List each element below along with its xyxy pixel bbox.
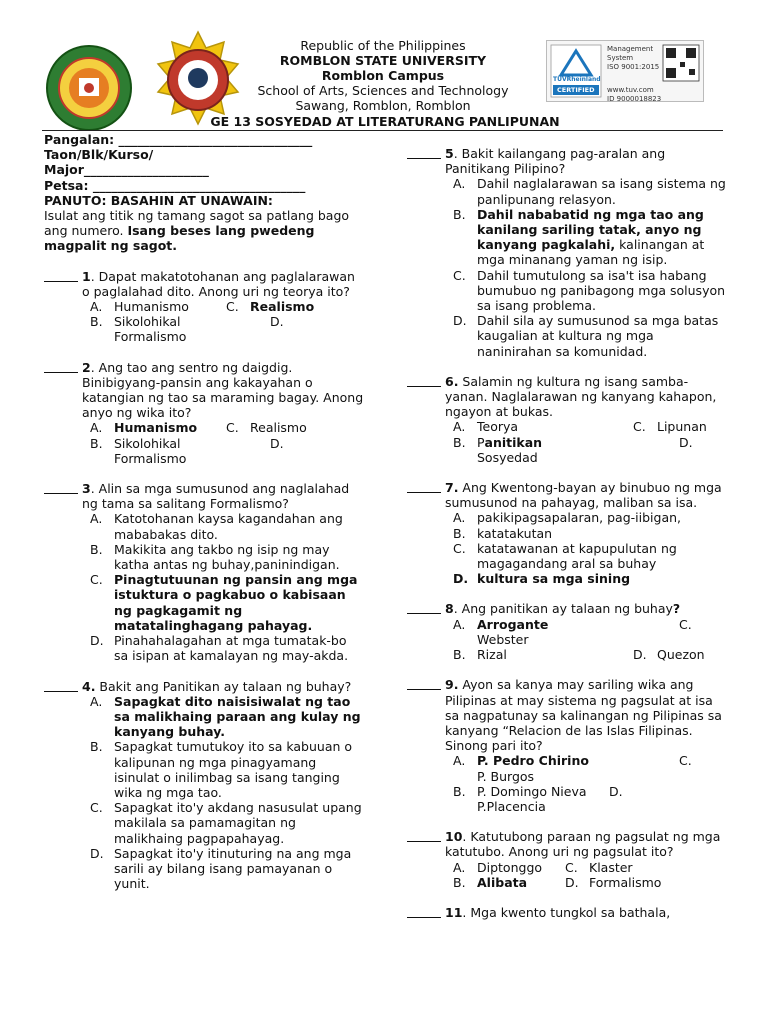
answer-blank-11[interactable]: [407, 905, 441, 918]
instructions-text: Isulat ang titik ng tamang sagot sa patlang bago ang numero. Isang beses lang pwedeng magpalit ng sagot.: [44, 208, 350, 254]
q10-option-a: Diptonggo: [477, 859, 543, 875]
header-divider: [42, 130, 723, 131]
q1-option-c: Realismo: [250, 299, 315, 315]
q5-option-b: Dahil nababatid ng mga tao ang kanilang sariling tatak, anyo ng kanyang pagkalahi, kalinangan at mga minanang yaman ng isip.: [477, 206, 705, 268]
q9-option-a: P. Pedro Chirino: [477, 753, 589, 769]
answer-blank-3[interactable]: [44, 481, 78, 494]
q6-option-a: Teorya: [477, 419, 519, 435]
q8-option-a: Arrogante: [477, 616, 549, 632]
q7-option-c: katatawanan at kapupulutan ng magagandang aral sa buhay: [477, 540, 677, 572]
q7-option-d: kultura sa mga sining: [477, 571, 631, 587]
q10-option-d: Formalismo: [589, 874, 662, 890]
q9-option-c: P. Burgos: [477, 768, 535, 784]
question-2: 2. Ang tao ang sentro ng daigdig. Binibigyang-pansin ang kakayahan o katangian ng tao sa maraming bagay. Anong anyo ng wika ito? A. Humanismo C. Realismo B. Sikolohikal D. Formalismo: [44, 360, 364, 466]
right-column: [407, 146, 729, 920]
q6-option-b: Panitikan: [477, 434, 543, 450]
letterhead: [200, 38, 566, 113]
question-1: 1. Dapat makatotohanan ang paglalarawan o paglalahad dito. Anong uri ng teorya ito? A. Humanismo C. Realismo B. Sikolohikal D. Formalismo: [44, 269, 364, 345]
instructions-heading: PANUTO: BASAHIN AT UNAWAIN:: [44, 192, 273, 208]
q4-option-c: Sapagkat ito'y akdang nasusulat upang makilala sa pamamagitan ng malikhaing pagpapahayag.: [114, 800, 362, 846]
question-7: 7. Ang Kwentong-bayan ay binubuo ng mga sumusunod na pahayag, maliban sa isa. A. pakikipagsapalaran, pag-iibigan, B. katatakutan C. katatawanan at kapupulutan ng magagandang aral sa buhay D. kultura sa mga sining: [407, 480, 729, 586]
q8-option-c: Webster: [477, 631, 529, 647]
address: Sawang, Romblon, Romblon: [295, 98, 471, 113]
question-5: 5. Bakit kailangang pag-aralan ang Panitikang Pilipino? A. Dahil naglalarawan sa isang sistema ng panlipunang relasyon. B. Dahil nababatid ng mga tao ang kanilang sariling tatak, anyo ng kanyang pagkalahi, kalinangan at mga minanang yaman ng isip. C. Dahil tumutulong sa isa't isa habang bumubuo ng panibagong mga solusyon sa isang problema. D. Dahil sila ay sumusunod sa mga batas kaugalian at kultura ng mga naninirahan sa komunidad.: [407, 146, 729, 359]
question-6: 6. Salamin ng kultura ng isang samba-yanan. Naglalarawan ng kanyang kahapon, ngayon at bukas. A. Teorya C. Lipunan B. Panitikan D. Sosyedad: [407, 374, 729, 465]
school-name: School of Arts, Sciences and Technology: [257, 83, 509, 98]
q7-option-b: katatakutan: [477, 525, 553, 541]
q3-option-c: Pinagtutuunan ng pansin ang mga istuktura o pagkabuo o kabisaan ng pagkagamit ng matatalinghagang pahayag.: [114, 572, 358, 633]
q1-option-a: Humanismo: [114, 299, 189, 315]
q2-option-c: Realismo: [250, 420, 307, 436]
cert-line-4: www.tuv.com: [607, 86, 654, 94]
date-field[interactable]: Petsa: __________________________________: [44, 177, 306, 193]
question-11: 11. Mga kwento tungkol sa bathala,: [407, 905, 729, 920]
name-field[interactable]: Pangalan: _______________________________: [44, 132, 313, 147]
question-9: 9. Ayon sa kanya may sariling wika ang Pilipinas at may sistema ng pagsulat at isa sa nagpatunay sa kalinangan ng Pilipinas sa kanyang “Relacion de las Islas Filipinas. Sinong pari ito? A. P. Pedro Chirino C. P. Burgos B. P. Domingo Nieva D. P.Placencia: [407, 677, 729, 814]
cert-line-2: System: [607, 54, 634, 62]
q3-option-a: Katotohanan kaysa kagandahan ang mababakas dito.: [114, 511, 343, 542]
cert-line-1: Management: [607, 45, 654, 53]
q6-option-d: Sosyedad: [477, 449, 538, 465]
q1-option-d: Formalismo: [114, 329, 187, 345]
answer-blank-1[interactable]: [44, 269, 78, 282]
left-column: [44, 132, 364, 891]
q8-option-d: Quezon: [657, 647, 705, 663]
q6-option-c: Lipunan: [657, 419, 707, 435]
question-3: 3. Alin sa mga sumusunod ang naglalahad ng tama sa salitang Formalismo? A. Katotohanan kaysa kagandahan ang mababakas dito. B. Makikita ang takbo ng isip ng may katha antas ng buhay,paninindigan. C. Pinagtutuunan ng pansin ang mga istuktura o pagkabuo o kabisaan ng pagkagamit ng matatalinghagang pahayag. D. Pinahahalagahan at mga tumatak-bo sa isipan at kamalayan ng may-akda.: [44, 481, 364, 663]
university-name: ROMBLON STATE UNIVERSITY: [279, 53, 487, 68]
republic-line: Republic of the Philippines: [300, 38, 466, 53]
university-seal-logo: [44, 44, 134, 132]
answer-blank-6[interactable]: [407, 374, 441, 387]
answer-blank-2[interactable]: [44, 360, 78, 373]
question-10: 10. Katutubong paraan ng pagsulat ng mga katutubo. Anong uri ng pagsulat ito? A. Diptonggo C. Klaster B. Alibata D. Formalismo: [407, 829, 729, 890]
q5-option-c: Dahil tumutulong sa isa't isa habang bumubuo ng panibagong mga solusyon sa isang problema.: [477, 267, 726, 314]
q10-option-b: Alibata: [477, 874, 528, 890]
answer-blank-5[interactable]: [407, 146, 441, 159]
q4-option-a: Sapagkat dito naisisiwalat ng tao sa malikhaing paraan ang kulay ng kanyang buhay.: [114, 693, 361, 740]
q3-option-d: Pinahahalagahan at mga tumatak-bo sa isipan at kamalayan ng may-akda.: [114, 633, 349, 664]
cert-line-3: ISO 9001:2015: [607, 63, 660, 71]
q9-option-d: P.Placencia: [477, 798, 546, 814]
q4-option-d: Sapagkat ito'y itinuturing na ang mga sarili ay bilang isang pamayanan o yunit.: [114, 845, 352, 892]
answer-blank-9[interactable]: [407, 677, 441, 690]
q4-option-b: Sapagkat tumutukoy ito sa kabuuan o kalipunan ng mga pinagyamang isinulat o inilimbag sa isang tanging wika ng mga tao.: [114, 739, 353, 800]
q2-option-a: Humanismo: [114, 420, 198, 436]
q2-option-d: Formalismo: [114, 450, 187, 466]
q1-option-b: Sikolohikal: [114, 314, 181, 330]
answer-blank-7[interactable]: [407, 480, 441, 493]
cert-brand: TÜVRheinland: [553, 76, 601, 83]
major-field[interactable]: Major____________________: [44, 162, 209, 178]
q5-option-d: Dahil sila ay sumusunod sa mga batas kaugalian at kultura ng mga naninirahan sa komunidad.: [477, 313, 719, 359]
q7-option-a: pakikipagsapalaran, pag-iibigan,: [477, 510, 681, 526]
q9-option-b: P. Domingo Nieva: [477, 783, 587, 799]
q3-option-b: Makikita ang takbo ng isip ng may katha antas ng buhay,paninindigan.: [114, 541, 340, 573]
q8-option-b: Rizal: [477, 647, 507, 663]
question-4: 4. Bakit ang Panitikan ay talaan ng buhay? A. Sapagkat dito naisisiwalat ng tao sa malikhaing paraan ang kulay ng kanyang buhay. B. Sapagkat tumutukoy ito sa kabuuan o kalipunan ng mga pinagyamang isinulat o inilimbag sa isang tanging wika ng mga tao. C. Sapagkat ito'y akdang nasusulat upang makilala sa pamamagitan ng malikhaing pagpapahayag. D. Sapagkat ito'y itinuturing na ang mga sarili ay bilang isang pamayanan o yunit.: [44, 679, 364, 892]
campus-name: Romblon Campus: [321, 68, 445, 83]
q10-option-c: Klaster: [589, 859, 633, 875]
q2-option-b: Sikolohikal: [114, 435, 181, 451]
cert-line-5: ID 9000018823: [607, 95, 662, 103]
question-8: 8. Ang panitikan ay talaan ng buhay? A. Arrogante C. Webster B. Rizal D. Quezon: [407, 601, 729, 662]
answer-blank-4[interactable]: [44, 679, 78, 692]
q5-option-a: Dahil naglalarawan sa isang sistema ng panlipunang relasyon.: [477, 176, 726, 207]
answer-blank-8[interactable]: [407, 601, 441, 614]
iso-certification-badge: [546, 40, 704, 102]
answer-blank-10[interactable]: [407, 829, 441, 842]
year-block-course-field[interactable]: Taon/Blk/Kurso/: [44, 147, 154, 163]
exam-title: GE 13 SOSYEDAD AT LITERATURANG PANLIPUNAN: [210, 114, 560, 129]
cert-certified-label: CERTIFIED: [557, 86, 595, 94]
